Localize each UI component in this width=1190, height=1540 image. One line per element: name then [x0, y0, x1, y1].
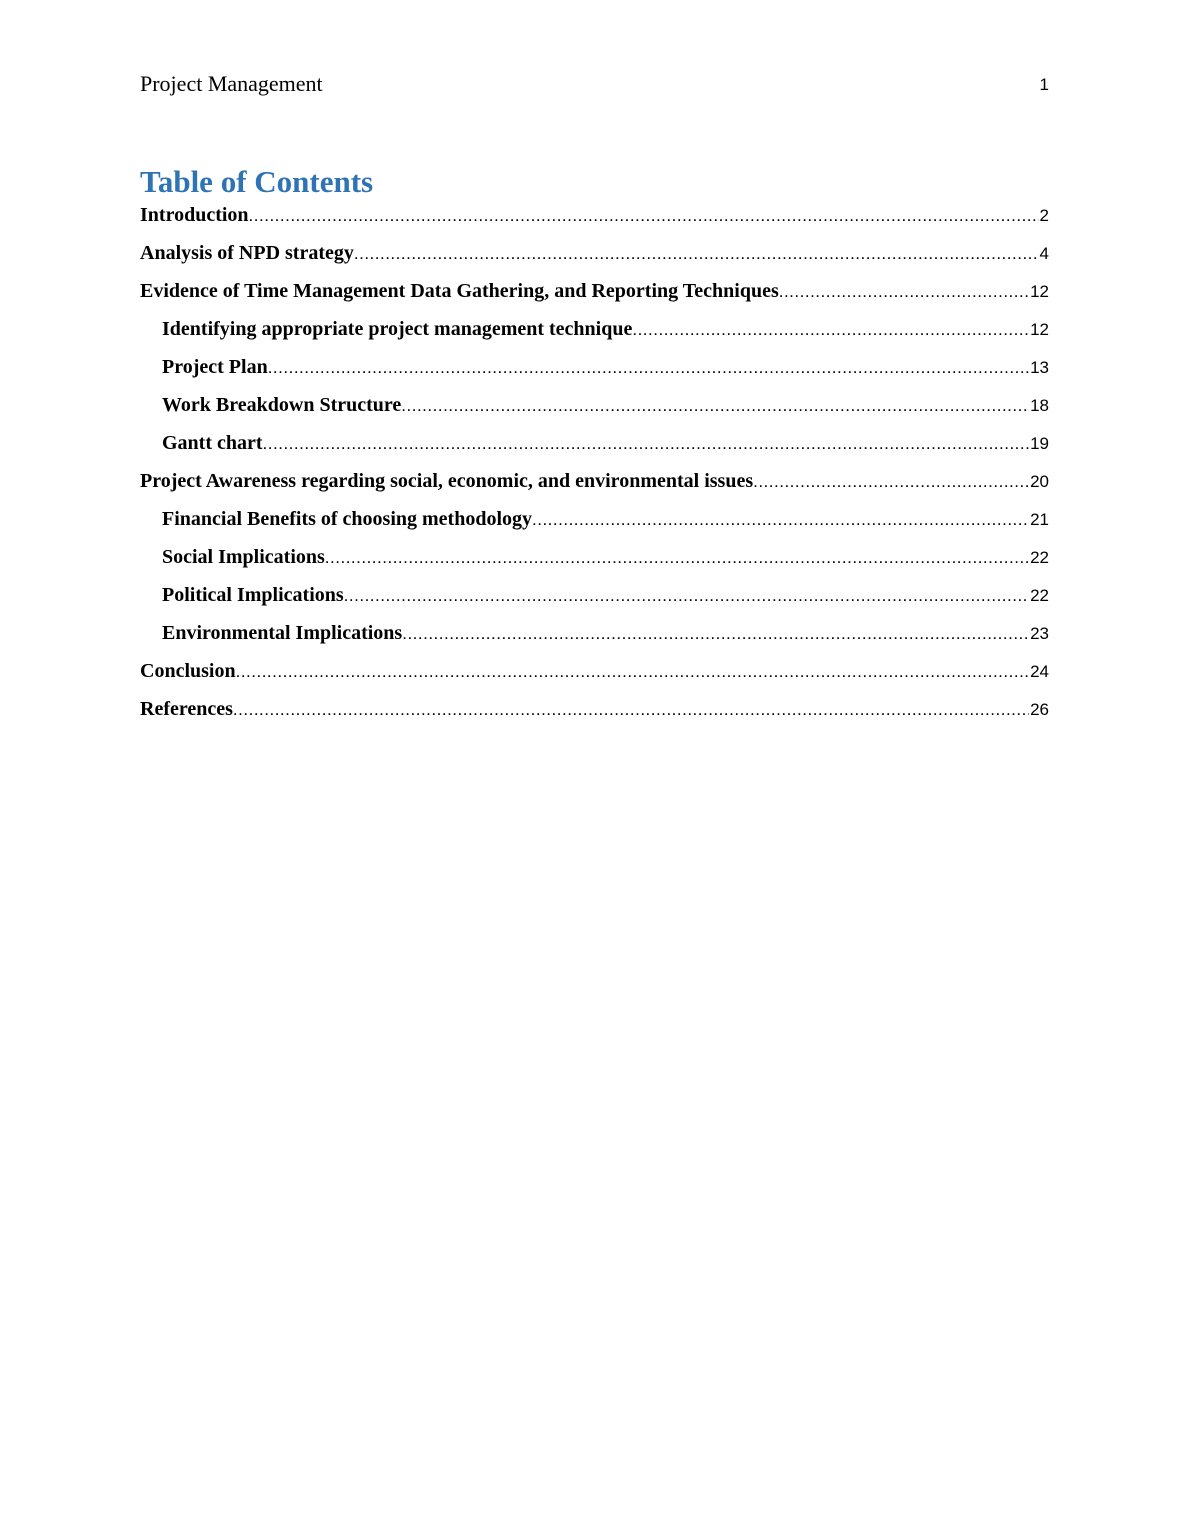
page-header [140, 70, 1049, 100]
toc-dot-leader [532, 506, 1029, 534]
header-title: Project Management [140, 71, 323, 96]
toc-dot-leader [354, 240, 1039, 268]
header-page-number: 1 [1039, 75, 1049, 94]
toc-dot-leader [268, 354, 1029, 382]
toc-entry-conclusion[interactable] [140, 657, 1049, 695]
toc-heading: Table of Contents [140, 164, 374, 199]
toc-entry-references[interactable] [140, 695, 1049, 733]
toc-dot-leader [632, 316, 1029, 344]
toc-dot-leader [263, 430, 1030, 458]
toc-entry-title[interactable]: Work Breakdown Structure [162, 394, 402, 416]
toc-entry-page[interactable]: 4 [1039, 244, 1049, 263]
toc-entry-identifying-technique[interactable] [140, 315, 1049, 353]
toc-entry-introduction[interactable] [140, 201, 1049, 239]
toc-entry-environmental-implications[interactable] [140, 619, 1049, 657]
toc-entry-gantt-chart[interactable] [140, 429, 1049, 467]
toc-entry-project-plan[interactable] [140, 353, 1049, 391]
toc-entry-page[interactable]: 20 [1030, 472, 1049, 491]
toc-list [140, 201, 1049, 733]
toc-entry-title[interactable]: Introduction [140, 204, 249, 226]
toc-dot-leader [402, 620, 1029, 648]
toc-entry-page[interactable]: 23 [1030, 624, 1049, 643]
toc-entry-page[interactable]: 13 [1030, 358, 1049, 377]
toc-entry-page[interactable]: 19 [1030, 434, 1049, 453]
toc-entry-page[interactable]: 21 [1030, 510, 1049, 529]
toc-entry-financial-benefits[interactable] [140, 505, 1049, 543]
toc-dot-leader [233, 696, 1029, 724]
toc-entry-title[interactable]: Analysis of NPD strategy [140, 242, 354, 264]
toc-entry-political-implications[interactable] [140, 581, 1049, 619]
toc-entry-analysis-npd-strategy[interactable] [140, 239, 1049, 277]
toc-entry-title[interactable]: Project Awareness regarding social, economic, and environmental issues [140, 470, 754, 492]
toc-dot-leader [753, 468, 1029, 496]
toc-entry-title[interactable]: Gantt chart [162, 432, 263, 454]
toc-entry-title[interactable]: Conclusion [140, 660, 236, 682]
toc-dot-leader [401, 392, 1029, 420]
toc-dot-leader [249, 202, 1039, 230]
toc-entry-title[interactable]: Political Implications [162, 584, 344, 606]
toc-entry-title[interactable]: Project Plan [162, 356, 268, 378]
toc-entry-title[interactable]: References [140, 698, 233, 720]
toc-dot-leader [325, 544, 1029, 572]
toc-entry-page[interactable]: 22 [1030, 586, 1049, 605]
toc-entry-evidence-time-management[interactable] [140, 277, 1049, 315]
toc-entry-title[interactable]: Financial Benefits of choosing methodology [162, 508, 533, 530]
toc-dot-leader [236, 658, 1029, 686]
toc-dot-leader [344, 582, 1029, 610]
toc-entry-social-implications[interactable] [140, 543, 1049, 581]
toc-entry-page[interactable]: 2 [1039, 206, 1049, 225]
toc-entry-work-breakdown-structure[interactable] [140, 391, 1049, 429]
toc-entry-page[interactable]: 22 [1030, 548, 1049, 567]
toc-entry-project-awareness[interactable] [140, 467, 1049, 505]
toc-entry-page[interactable]: 12 [1030, 320, 1049, 339]
toc-entry-page[interactable]: 12 [1030, 282, 1049, 301]
toc-entry-title[interactable]: Environmental Implications [162, 622, 403, 644]
toc-entry-page[interactable]: 24 [1030, 662, 1049, 681]
toc-dot-leader [779, 278, 1029, 306]
toc-entry-page[interactable]: 18 [1030, 396, 1049, 415]
toc-entry-title[interactable]: Social Implications [162, 546, 325, 568]
toc-entry-title[interactable]: Evidence of Time Management Data Gathering, and Reporting Techniques [140, 280, 779, 302]
toc-entry-page[interactable]: 26 [1030, 700, 1049, 719]
toc-entry-title[interactable]: Identifying appropriate project management technique [162, 318, 633, 340]
